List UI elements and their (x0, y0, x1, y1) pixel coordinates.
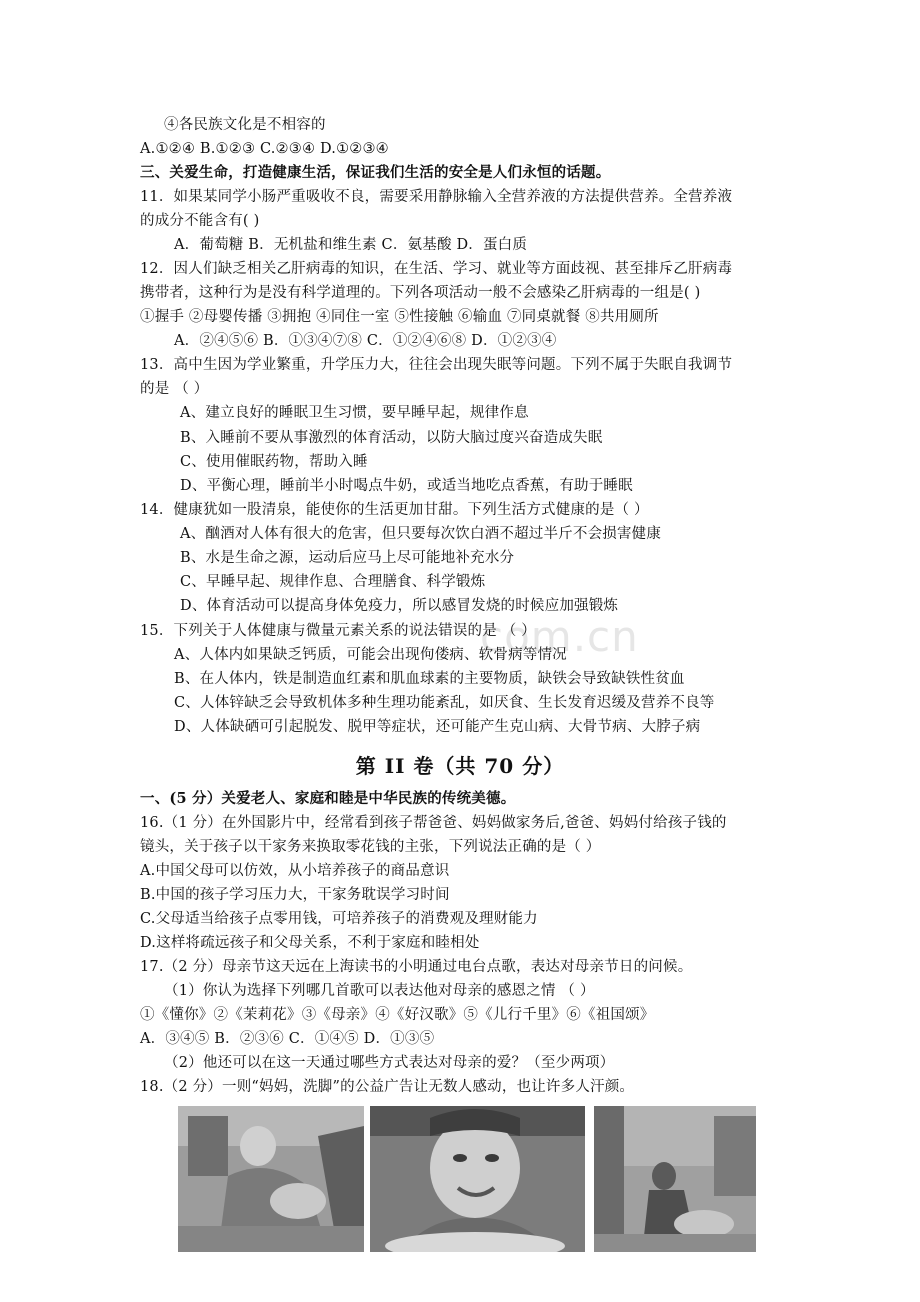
question-15-option-a: A、人体内如果缺乏钙质，可能会出现佝偻病、软骨病等情况 (174, 647, 567, 663)
option-line: ④各民族文化是不相容的 (164, 117, 326, 133)
section-heading: 三、关爱生命，打造健康生活，保证我们生活的安全是人们永恒的话题。 (140, 164, 611, 181)
question-13-option-c: C、使用催眠药物，帮助入睡 (180, 454, 368, 470)
question-13-cont: 的是 （ ） (140, 381, 209, 397)
question-17-choices: A．③④⑤ B．②③⑥ C．①④⑤ D．①③⑤ (140, 1031, 435, 1047)
question-14: 14．健康犹如一股清泉，能使你的生活更加甘甜。下列生活方式健康的是（ ） (140, 502, 649, 518)
question-17-songs: ①《懂你》②《茉莉花》③《母亲》④《好汉歌》⑤《儿行千里》⑥《祖国颂》 (140, 1007, 655, 1023)
question-14-option-d: D、体育活动可以提高身体免疫力，所以感冒发烧的时候应加强锻炼 (180, 598, 619, 614)
question-12-cont: 携带者，这种行为是没有科学道理的。下列各项活动一般不会感染乙肝病毒的一组是( ) (140, 285, 701, 301)
photo-center (370, 1106, 585, 1252)
question-17-part-1: （1）你认为选择下列哪几首歌可以表达他对母亲的感恩之情 （ ） (164, 983, 595, 999)
question-16: 16.（1 分）在外国影片中，经常看到孩子帮爸爸、妈妈做家务后,爸爸、妈妈付给孩子钱的 (140, 815, 727, 831)
watermark: com.cn (480, 612, 639, 661)
question-13: 13．高中生因为学业繁重，升学压力大，往往会出现失眠等问题。下列不属于失眠自我调节 (140, 357, 733, 373)
question-15: 15．下列关于人体健康与微量元素关系的说法错误的是 （ ） (140, 623, 536, 639)
question-16-option-d: D.这样将疏远孩子和父母关系，不利于家庭和睦相处 (140, 935, 480, 951)
photo-right (594, 1106, 756, 1252)
answer-choices: A.①②④ B.①②③ C.②③④ D.①②③④ (140, 141, 389, 157)
question-16-option-c: C.父母适当给孩子点零用钱，可培养孩子的消费观及理财能力 (140, 911, 538, 927)
question-13-option-d: D、平衡心理，睡前半小时喝点牛奶，或适当地吃点香蕉，有助于睡眠 (180, 478, 633, 494)
part-two-heading: 一、(5 分）关爱老人、家庭和睦是中华民族的传统美德。 (140, 790, 516, 807)
question-13-option-b: B、入睡前不要从事激烈的体育活动，以防大脑过度兴奋造成失眠 (180, 430, 603, 446)
question-11-cont: 的成分不能含有( ) (140, 213, 260, 229)
question-16-option-a: A.中国父母可以仿效，从小培养孩子的商品意识 (140, 863, 450, 879)
question-14-option-a: A、酗酒对人体有很大的危害，但只要每次饮白酒不超过半斤不会损害健康 (180, 526, 662, 542)
question-12-items: ①握手 ②母婴传播 ③拥抱 ④同住一室 ⑤性接触 ⑥输血 ⑦同桌就餐 ⑧共用厕所 (140, 309, 659, 325)
question-17-part-2: （2）他还可以在这一天通过哪些方式表达对母亲的爱？（至少两项） (164, 1055, 615, 1071)
question-15-option-c: C、人体锌缺乏会导致机体多种生理功能紊乱，如厌食、生长发育迟缓及营养不良等 (174, 695, 715, 711)
photo-left (178, 1106, 364, 1252)
question-14-option-b: B、水是生命之源，运动后应马上尽可能地补充水分 (180, 550, 515, 566)
question-15-option-d: D、人体缺硒可引起脱发、脱甲等症状，还可能产生克山病、大骨节病、大脖子病 (174, 719, 701, 735)
question-17: 17.（2 分）母亲节这天远在上海读书的小明通过电台点歌，表达对母亲节日的问候。 (140, 959, 693, 975)
question-11-choices: A．葡萄糖 B．无机盐和维生素 C．氨基酸 D．蛋白质 (174, 237, 528, 253)
question-14-option-c: C、早睡早起、规律作息、合理膳食、科学锻炼 (180, 574, 486, 590)
question-11: 11．如果某同学小肠严重吸收不良，需要采用静脉输入全营养液的方法提供营养。全营养液 (140, 189, 733, 205)
question-12-choices: A．②④⑤⑥ B．①③④⑦⑧ C．①②④⑥⑧ D．①②③④ (174, 333, 557, 349)
question-18: 18.（2 分）一则“妈妈，洗脚”的公益广告让无数人感动，也让许多人汗颜。 (140, 1079, 635, 1095)
question-12: 12．因人们缺乏相关乙肝病毒的知识，在生活、学习、就业等方面歧视、甚至排斥乙肝病毒 (140, 261, 733, 277)
question-15-option-b: B、在人体内，铁是制造血红素和肌血球素的主要物质，缺铁会导致缺铁性贫血 (174, 671, 685, 687)
question-16-option-b: B.中国的孩子学习压力大，干家务耽误学习时间 (140, 887, 450, 903)
question-16-cont: 镜头，关于孩子以干家务来换取零花钱的主张，下列说法正确的是（ ） (140, 839, 601, 855)
question-13-option-a: A、建立良好的睡眠卫生习惯，要早睡早起，规律作息 (180, 405, 529, 421)
part-two-title: 第 II 卷（共 70 分） (355, 754, 565, 778)
